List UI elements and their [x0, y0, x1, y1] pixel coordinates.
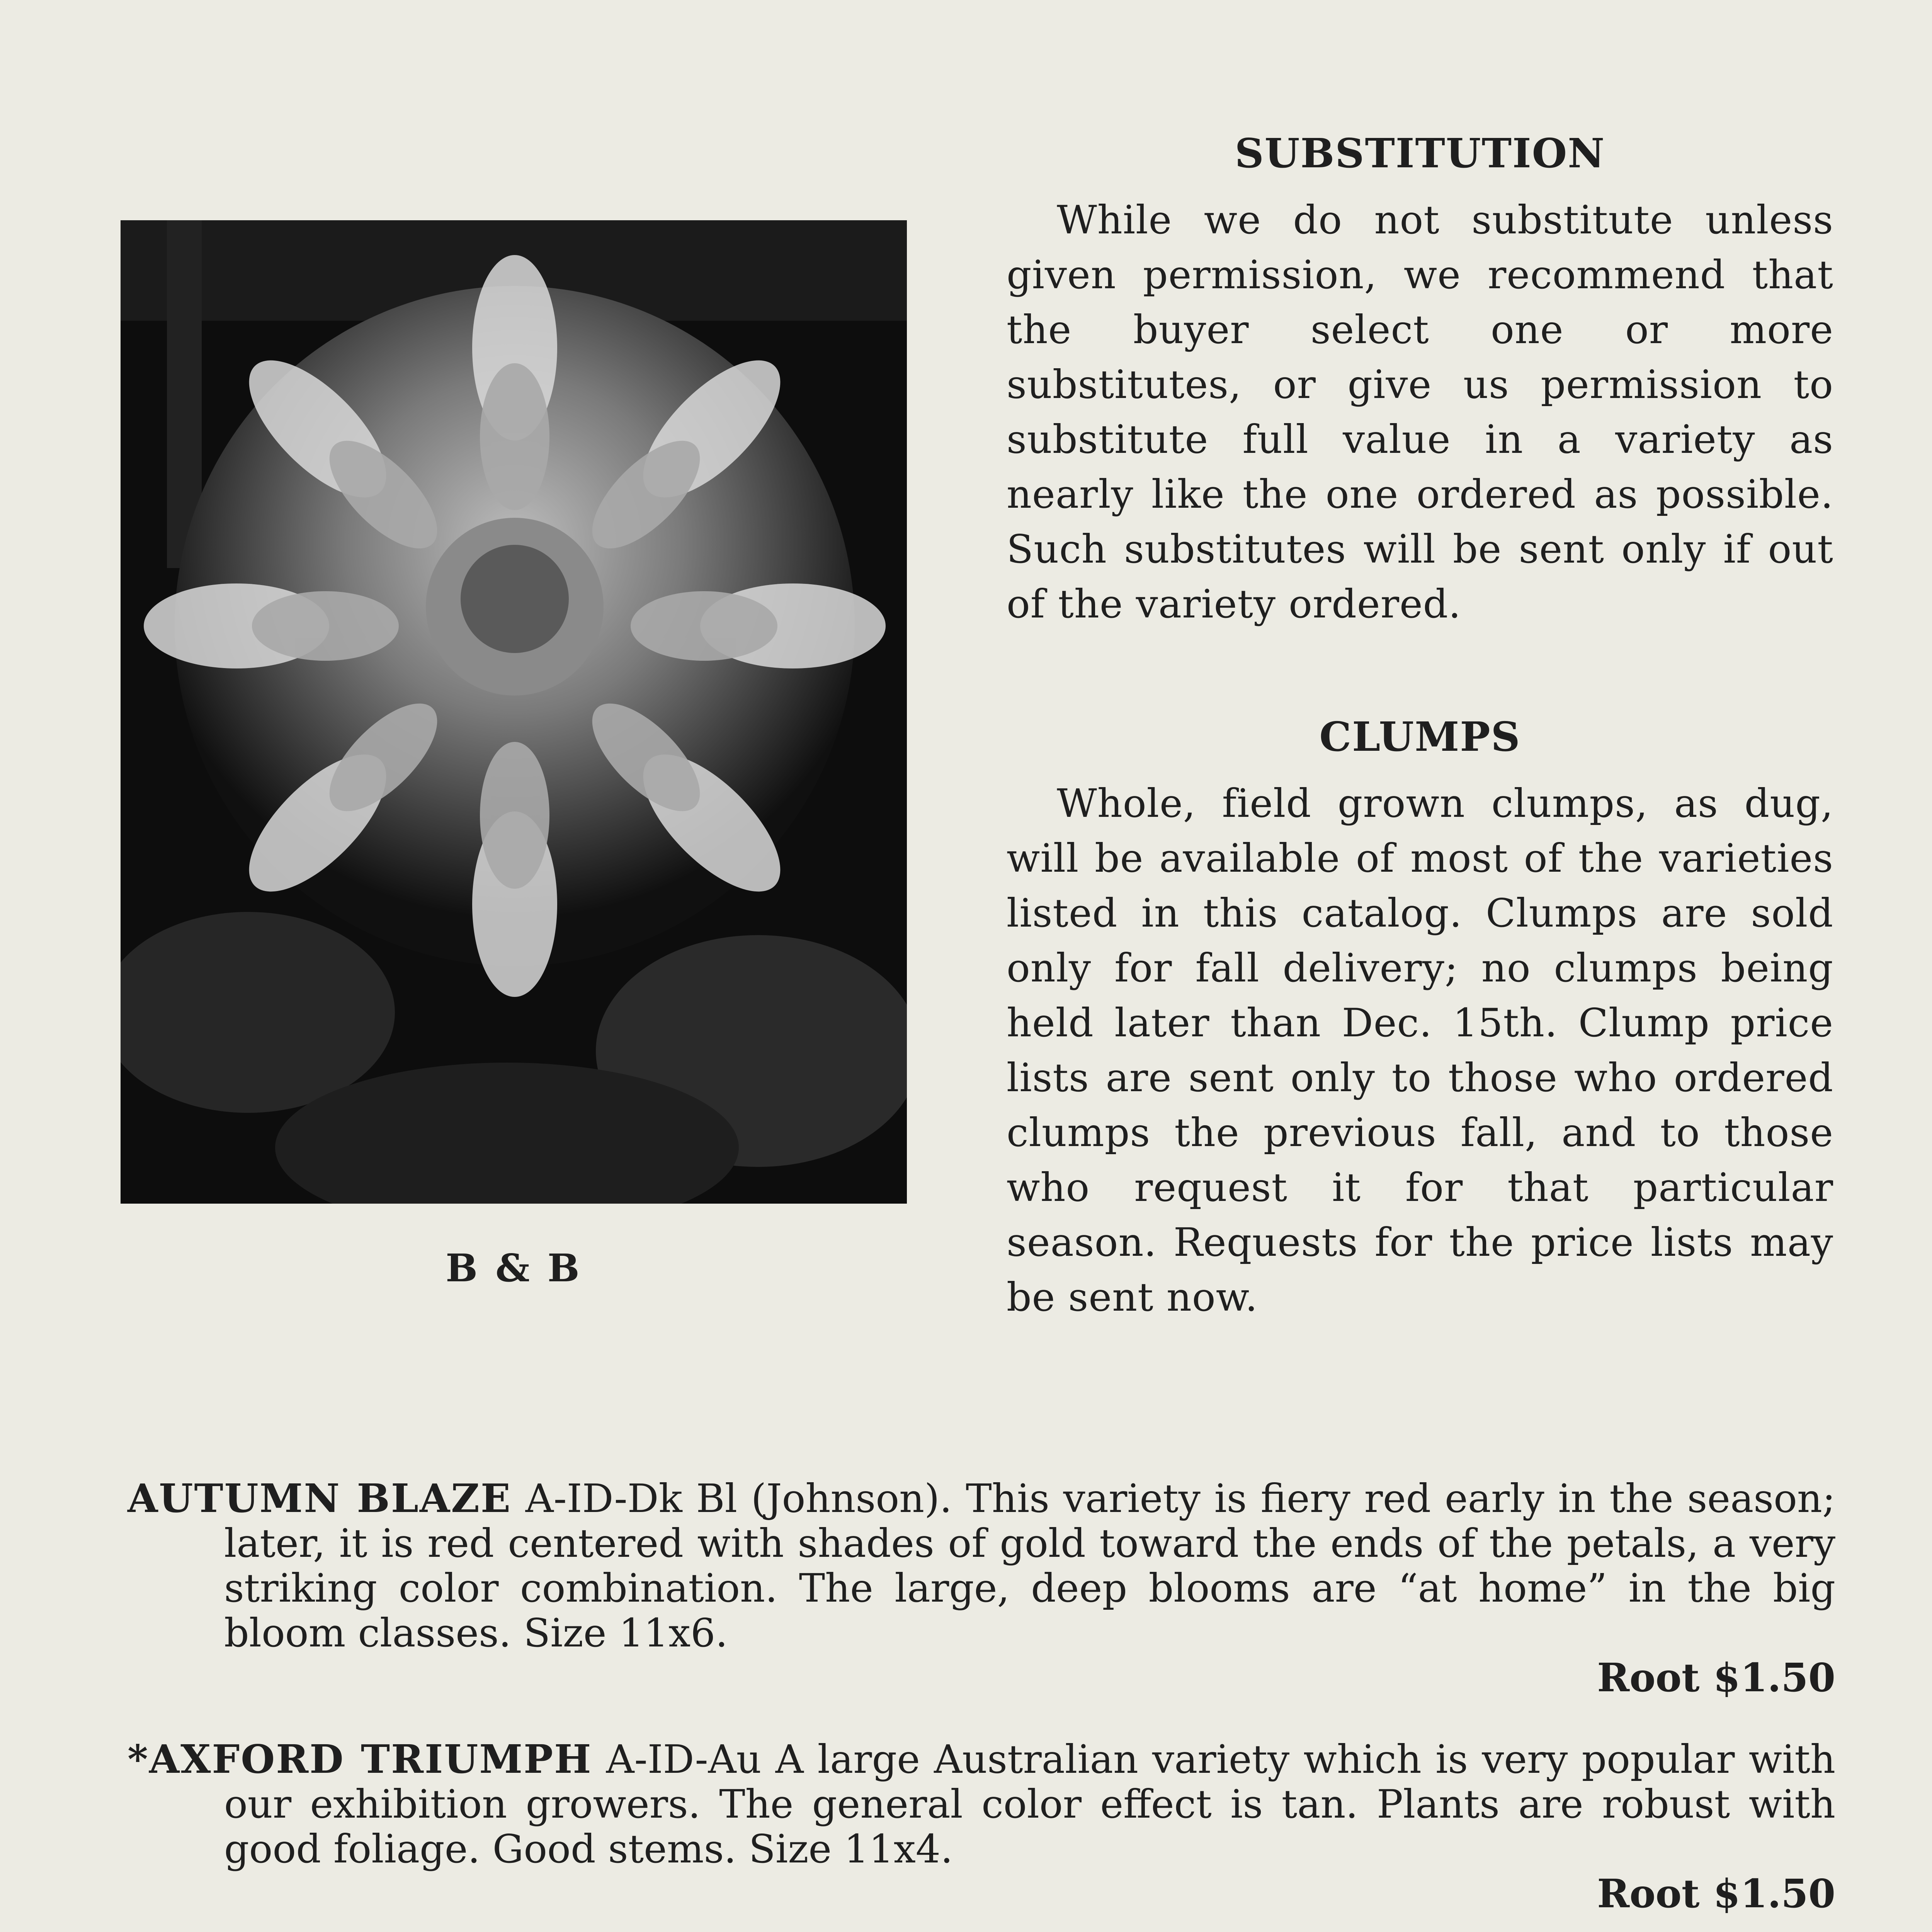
clumps-section: [1007, 713, 1833, 1325]
variety-entry: [128, 1737, 1835, 1916]
variety-name: AUTUMN BLAZE: [128, 1475, 512, 1521]
photo-caption: B & B: [446, 1246, 582, 1291]
clumps-text: Whole, field grown clumps, as dug, will be available of most of the varieties listed in this catalog. Clumps are sold only for fall delivery; no clumps being held later than Dec. 15th. Clump price lists are sent only to those who ordered clumps the previous fall, and to those who request it for that particular season. Requests for the price lists may be sent now.: [1007, 781, 1833, 1320]
variety-price: Root $1.50: [1597, 1655, 1835, 1701]
substitution-section: [1007, 129, 1833, 631]
variety-name: *AXFORD TRIUMPH: [128, 1736, 592, 1782]
variety-description: A-ID-Au A large Australian variety which is very popular with our exhibition growers. The general color effect is tan. Plants are robust with good foliage. Good stems. Size 11x4.: [224, 1736, 1835, 1872]
dahlia-photo: [121, 220, 907, 1204]
dahlia-image: [121, 220, 907, 1204]
substitution-text: While we do not substitute unless given permission, we recommend that the buyer select one or more substitutes, or give us permission to substitute full value in a variety as nearly like the one ordered as possible. Such substitutes will be sent only if out of the variety ordered.: [1007, 197, 1833, 627]
clumps-heading: CLUMPS: [1319, 713, 1521, 760]
variety-entry: [128, 1476, 1835, 1700]
variety-list: [128, 1476, 1835, 1932]
substitution-heading: SUBSTITUTION: [1235, 129, 1605, 177]
variety-price: Root $1.50: [1597, 1871, 1835, 1917]
variety-description: A-ID-Dk Bl (Johnson). This variety is fiery red early in the season; later, it is red centered with shades of gold toward the ends of the petals, a very striking color combination. The large, deep blooms are “at home” in the big bloom classes. Size 11x6.: [224, 1476, 1836, 1656]
